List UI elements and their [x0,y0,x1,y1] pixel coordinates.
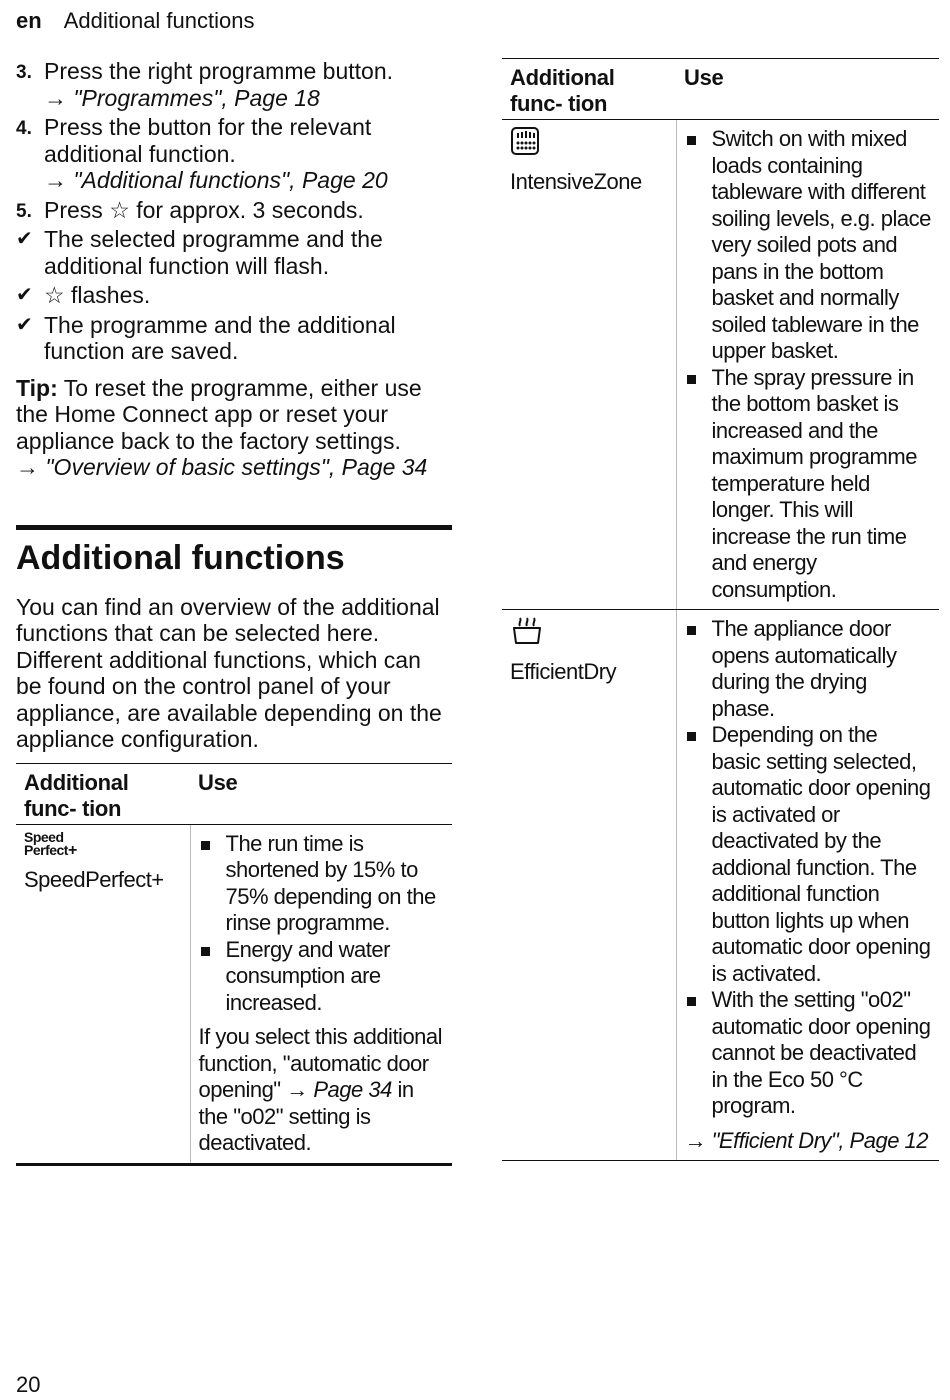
step-number: 4. [16,118,32,139]
cross-reference-link[interactable]: "Efficient Dry", Page 12 [711,1127,929,1153]
step-text: Press the right programme button. [44,58,393,84]
step-4 [16,114,452,194]
step-5 [16,197,452,224]
step-number: 3. [16,62,32,83]
cross-reference-link[interactable]: "Additional functions", Page 20 [73,167,388,193]
page-number: 20 [16,1372,41,1397]
efficient-dry-icon [510,616,544,646]
section-intro: You can find an overview of the additional functions that can be selected here. Different additional functions, which can be found on the control panel of your appliance, are available depending on the appliance configuration. [16,593,442,752]
section-title: Additional functions [16,538,345,577]
function-name: EfficientDry [510,658,617,684]
list-item: The appliance door opens automatically during the drying phase. [685,616,932,722]
column-header-function: Additional func- tion [502,59,676,120]
star-icon: ☆ [109,196,130,223]
checkmark-icon: ✔ [16,228,33,250]
checkmark-icon: ✔ [16,284,33,306]
page-header [16,8,254,34]
section-divider [16,525,452,530]
step-text: Press [44,196,103,223]
result-3 [16,312,452,365]
list-item: Depending on the basic setting selected, automatic door opening is activated or deactivated by the addional function. The additional function button lights up when automatic door opening is activated. [685,722,932,987]
column-header-use: Use [190,763,452,824]
function-cell [16,824,190,1164]
cross-reference-link[interactable]: Page 34 [313,1077,392,1102]
language-code: en [16,8,42,33]
cross-reference-link[interactable]: "Overview of basic settings", Page 34 [45,454,428,480]
note-text [685,1128,932,1155]
right-column [502,58,939,1161]
result-2 [16,282,452,309]
tip-text: To reset the programme, either use the Home Connect app or reset your appliance back to the factory settings. [16,374,422,454]
checkmark-icon: ✔ [16,313,33,336]
result-1 [16,226,452,279]
note-text: If you select this additional function, "automatic door opening" → Page 34 in the "o02" setting is deactivated. [198,1024,443,1155]
list-item: The run time is shortened by 15% to 75% depending on the rinse programme. [199,831,445,937]
function-cell [502,120,676,610]
table-row [502,610,939,1161]
list-item: Energy and water consumption are increased. [199,937,445,1017]
function-name: SpeedPerfect+ [24,867,164,892]
intensive-zone-icon [510,126,540,156]
step-text: for approx. 3 seconds. [136,196,364,223]
tip-block [16,375,452,481]
arrow-right-icon: → [44,167,67,193]
list-item: The spray pressure in the bottom basket is increased and the maximum programme temperature held longer. This will increase the run time and energy consumption. [685,365,932,604]
speed-perfect-icon: Speed Perfect+ [24,828,77,859]
function-name: IntensiveZone [510,168,642,194]
arrow-right-icon: → [286,1077,308,1102]
star-icon: ☆ [44,282,65,308]
column-header-use: Use [676,59,939,120]
step-number: 5. [16,200,32,222]
column-header-function: Additional func- tion [16,763,190,824]
arrow-right-icon: → [16,454,39,480]
table-row [16,824,452,1164]
cross-reference-link[interactable]: "Programmes", Page 18 [73,84,320,111]
list-item: Switch on with mixed loads containing tableware with different soiling levels, e.g. place very soiled pots and pans in the bottom basket and normally soiled tableware in the upper basket. [685,126,932,365]
result-text: flashes. [71,282,151,308]
table-row [502,120,939,610]
step-3 [16,58,452,111]
use-cell [190,824,452,1164]
functions-table-left [16,763,452,1166]
list-item: With the setting "o02" automatic door opening cannot be deactivated in the Eco 50 °C program. [685,987,932,1120]
function-cell [502,610,676,1161]
result-text: The selected programme and the additional function will flash. [44,226,383,279]
header-title: Additional functions [63,8,255,33]
use-cell [676,610,939,1161]
left-column [16,58,452,1166]
use-cell [676,120,939,610]
arrow-right-icon: → [44,84,67,111]
result-text: The programme and the additional function are saved. [44,311,396,364]
arrow-right-icon: → [684,1127,706,1153]
tip-label: Tip: [16,374,58,401]
step-text: Press the button for the relevant additional function. [44,114,372,167]
functions-table-right [502,58,939,1161]
